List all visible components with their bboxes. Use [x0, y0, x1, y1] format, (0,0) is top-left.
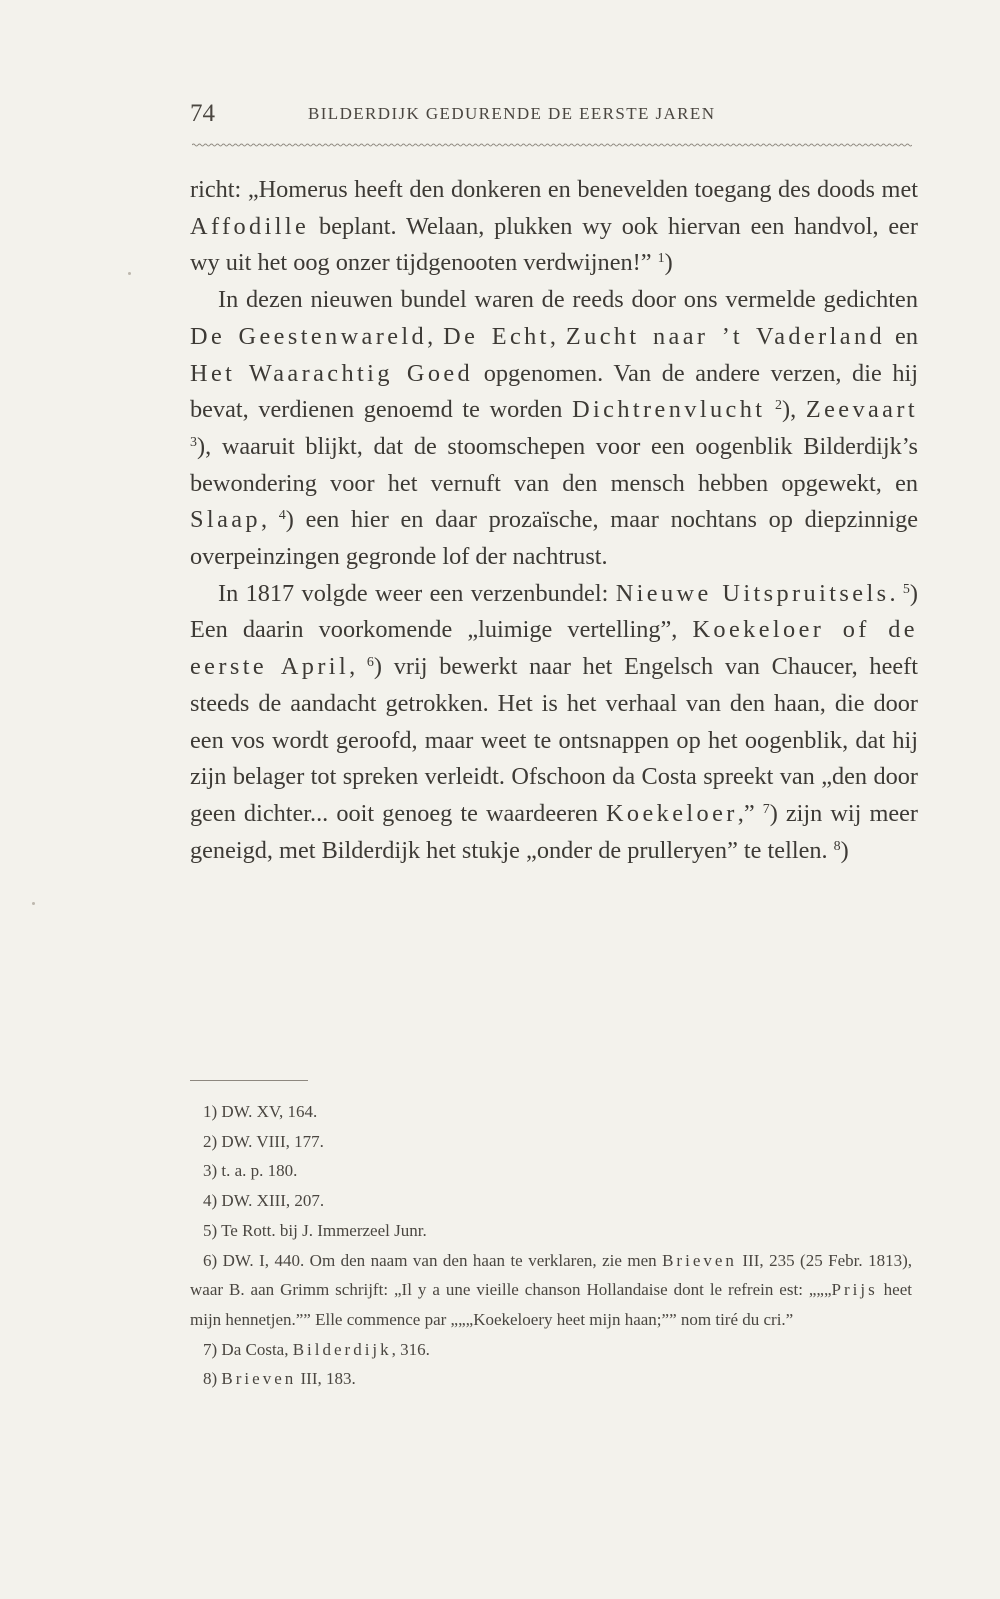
spaced-title: Prijs [831, 1280, 878, 1300]
footnote-ref-1[interactable]: 1 [657, 251, 665, 267]
footnote-5: 5) Te Rott. bij J. Immerzeel Junr. [203, 1220, 427, 1240]
spaced-title: Brieven [662, 1250, 737, 1270]
body-text [190, 172, 918, 869]
spaced-title: Brieven [221, 1369, 297, 1389]
footnote-ref-4[interactable]: 4 [278, 508, 286, 524]
header-wavy-rule [192, 143, 912, 147]
paper-speck [32, 902, 35, 905]
footnote-4: 4) DW. XIII, 207. [203, 1191, 325, 1211]
footnote-ref-5[interactable]: 5 [902, 581, 910, 597]
footnote-ref-2[interactable]: 2 [775, 398, 783, 414]
footnote-1: 1) DW. XV, 164. [203, 1102, 318, 1121]
paragraph-2: In dezen nieuwen bundel waren de reeds door ons vermelde gedichten De Geestenwareld, De Echt, Zucht naar ’t Vaderland en Het Waarachtig Goed opgenomen. Van de andere verzen, die hij bevat, verdienen genoemd te worden Dichtrenvlucht $^2$), Zeevaart $^3$), waaruit blijkt, dat de stoomschepen voor een oogenblik Bilderdijk’s bewondering voor het vernuft van den mensch hebben opgewekt, en Slaap, $^4$) een hier en daar prozaïsche, maar nochtans op diepzinnige overpeinzingen gegronde lof der nachtrust. [190, 286, 919, 571]
paragraph-3: In 1817 volgde weer een verzenbundel: Nieuwe Uitspruitsels. $^5$) Een daarin voorkomende „luimige vertelling”, Koekeloer of de eerste April, $^6$) vrij bewerkt naar het Engelsch van Chaucer, heeft steeds de aandacht getrokken. Het is het verhaal van den haan, die door een vos wordt geroofd, maar weet te ontsnappen op het oogenblik, dat hij zijn belager tot spreken verleidt. Ofschoon da Costa spreekt van „den door geen dichter... ooit genoeg te waardeeren Koekeloer,” $^7$) zijn wij meer geneigd, met Bilderdijk het stukje „onder de prulleryen” te tellen. $^8$) [190, 579, 918, 864]
footnote-2: 2) DW. VIII, 177. [203, 1131, 324, 1151]
spaced-title: Slaap [190, 506, 261, 534]
spaced-title: Dichtrenvlucht [572, 396, 766, 424]
footnote-7: 7) Da Costa, Bilderdijk, 316. [203, 1339, 430, 1359]
spaced-title: Affodille [190, 212, 310, 240]
page-number: 74 [190, 100, 215, 127]
spaced-title: Het Waarachtig Goed [190, 359, 474, 387]
spaced-title: De Echt [443, 322, 550, 350]
running-title: BILDERDIJK GEDURENDE DE EERSTE JAREN [308, 104, 716, 123]
spaced-title: Koekeloer [605, 799, 738, 827]
footnote-divider [190, 1080, 308, 1081]
footnotes [190, 1097, 912, 1394]
footnote-8: 8) Brieven III, 183. [203, 1369, 356, 1389]
spaced-title: Koekeloer of de eerste April [190, 616, 918, 681]
spaced-title: Zeevaart [805, 396, 918, 424]
paper-speck [128, 272, 131, 275]
spaced-title: Zucht naar ’t Vaderland [565, 322, 886, 350]
footnote-ref-3[interactable]: 3 [190, 434, 197, 450]
page-header [190, 100, 912, 134]
footnote-ref-6[interactable]: 6 [366, 655, 374, 671]
spaced-title: Nieuwe Uitspruitsels [615, 579, 890, 607]
paragraph-1: richt: „Homerus heeft den donkeren en benevelden toegang des doods met Affodille beplant. Welaan, plukken wy ook hiervan een handvol, eer wy uit het oog onzer tijdgenooten verdwijnen!” $^1$) [190, 176, 918, 277]
spaced-title: Bilderdijk [292, 1339, 392, 1359]
footnote-ref-7[interactable]: 7 [762, 801, 770, 817]
footnote-3: 3) t. a. p. 180. [203, 1161, 298, 1181]
footnote-6: 6) DW. I, 440. Om den naam van den haan te verklaren, zie men Brieven III, 235 (25 Febr. 1813), waar B. aan Grimm schrijft: „Il y a une vieille chanson Hollandaise dont le refrein est: „„„Prijs heet mijn hennetjen.”” Elle commence par „„„Koekeloery heet mijn haan;”” nom tiré du cri.” [190, 1250, 912, 1329]
spaced-title: De Geestenwareld [190, 322, 428, 350]
footnote-ref-8[interactable]: 8 [833, 838, 841, 854]
